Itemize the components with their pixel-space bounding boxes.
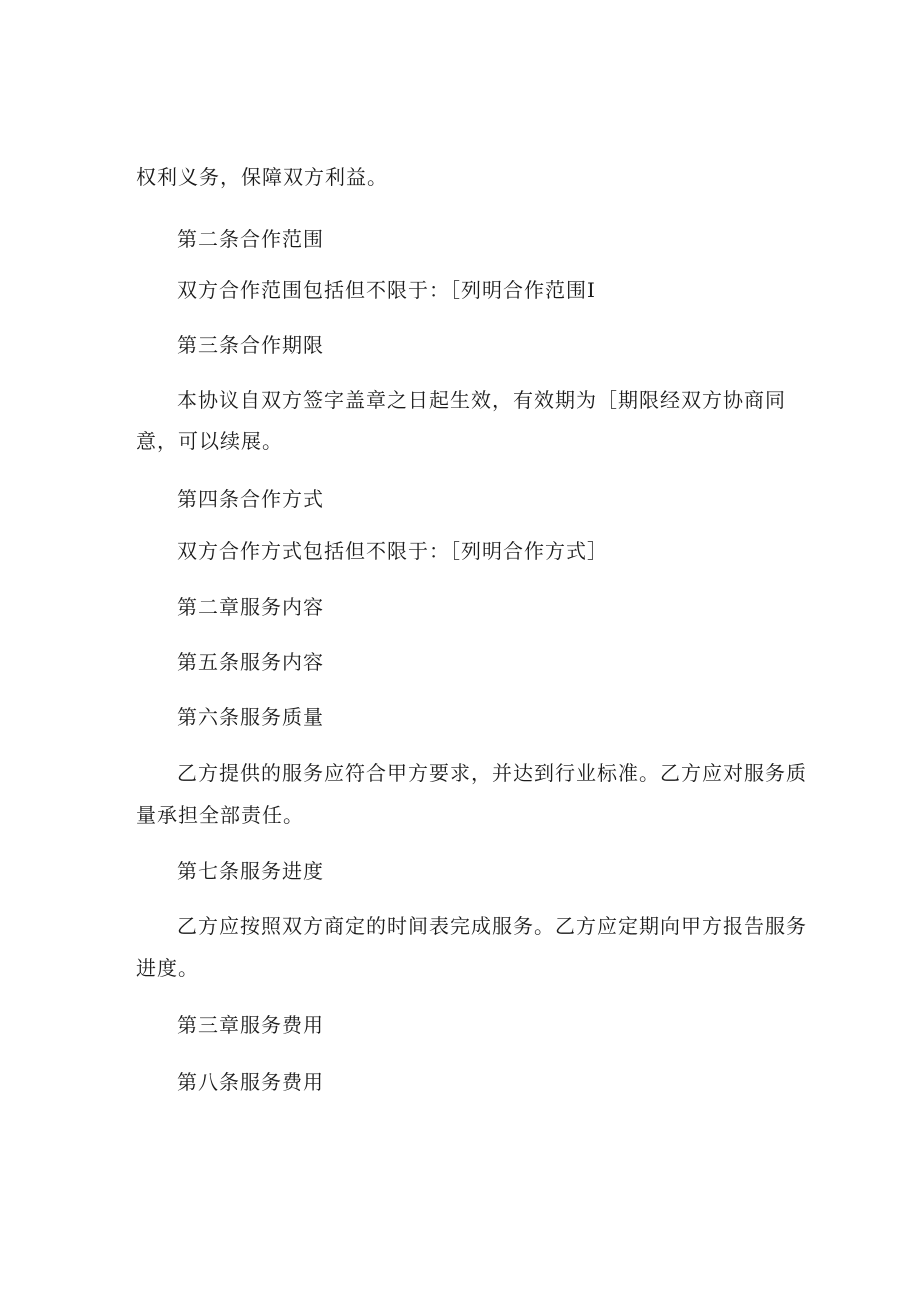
paragraph-line: 乙方提供的服务应符合甲方要求，并达到行业标准。乙方应对服务质 — [177, 761, 807, 785]
article-heading: 第五条服务内容 — [177, 650, 324, 674]
paragraph-continuation: 进度。 — [136, 956, 199, 980]
paragraph-line: 本协议自双方签字盖章之日起生效，有效期为［期限经双方协商同 — [177, 388, 786, 412]
article-heading: 第二条合作范围 — [177, 227, 324, 251]
paragraph-continuation: 量承担全部责任。 — [136, 803, 304, 827]
paragraph-continuation: 权利义务，保障双方利益。 — [136, 165, 388, 189]
article-heading: 第四条合作方式 — [177, 487, 324, 511]
article-heading: 第七条服务进度 — [177, 859, 324, 883]
paragraph-line: 乙方应按照双方商定的时间表完成服务。乙方应定期向甲方报告服务 — [177, 914, 807, 938]
article-heading: 第八条服务费用 — [177, 1070, 324, 1094]
paragraph-line: 双方合作范围包括但不限于：［列明合作范围Ⅰ — [177, 278, 596, 302]
chapter-heading: 第三章服务费用 — [177, 1013, 324, 1037]
paragraph-continuation: 意，可以续展。 — [136, 429, 283, 453]
paragraph-line: 双方合作方式包括但不限于：［列明合作方式］ — [177, 539, 608, 563]
article-heading: 第六条服务质量 — [177, 705, 324, 729]
article-heading: 第三条合作期限 — [177, 333, 324, 357]
chapter-heading: 第二章服务内容 — [177, 595, 324, 619]
